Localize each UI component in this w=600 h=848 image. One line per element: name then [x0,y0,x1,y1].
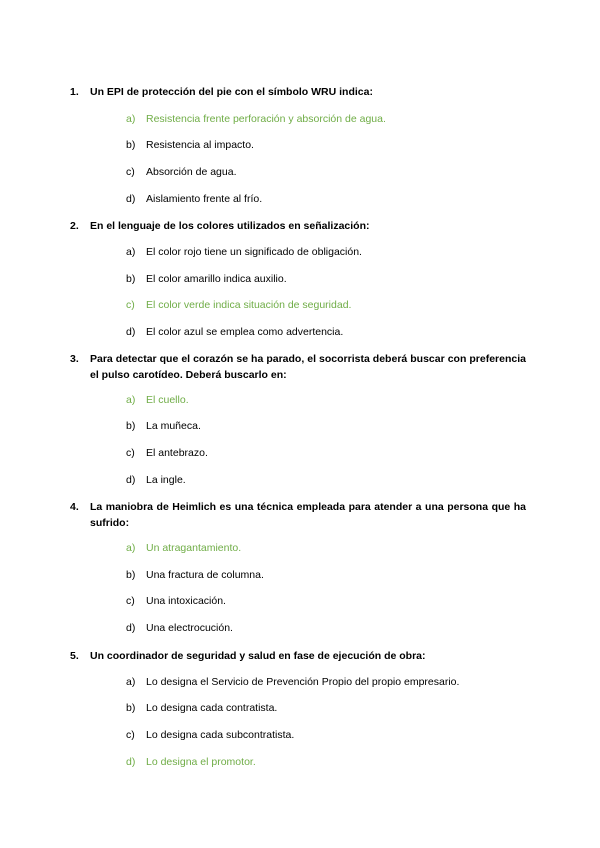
option-letter: d) [126,326,136,338]
option-1a [126,112,386,126]
option-4d [126,621,233,635]
option-text: Aislamiento frente al frío. [146,193,263,205]
option-text: Lo designa el Servicio de Prevención Propio del propio empresario. [146,676,460,688]
question-text: Un EPI de protección del pie con el símbolo WRU indica: [90,86,373,98]
option-text: Lo designa cada contratista. [146,702,278,714]
option-text: Absorción de agua. [146,166,237,178]
option-text: El color verde indica situación de seguridad. [146,299,352,311]
question-number: 5. [70,650,79,662]
option-letter: a) [126,113,136,125]
option-2d [126,325,343,339]
option-4b [126,568,264,582]
option-letter: a) [126,542,136,554]
option-5b [126,701,277,715]
option-text: El color azul se emplea como advertencia. [146,326,344,338]
question-3 [70,351,526,383]
question-1 [70,84,526,100]
option-text: Resistencia frente perforación y absorción de agua. [146,113,386,125]
question-5 [70,648,526,664]
option-3b [126,419,201,433]
option-text: El cuello. [146,394,189,406]
option-text: La muñeca. [146,420,201,432]
question-text: Un coordinador de seguridad y salud en fase de ejecución de obra: [90,650,426,662]
option-5a [126,675,459,689]
option-text: Lo designa el promotor. [146,756,256,768]
option-letter: a) [126,676,136,688]
option-letter: d) [126,756,136,768]
option-4a [126,541,241,555]
option-letter: b) [126,139,136,151]
option-text: Un atragantamiento. [146,542,242,554]
option-letter: b) [126,273,136,285]
option-letter: c) [126,447,135,459]
option-text: Lo designa cada subcontratista. [146,729,295,741]
option-text: Una intoxicación. [146,595,226,607]
option-letter: c) [126,299,135,311]
question-2 [70,218,526,234]
question-number: 1. [70,86,79,98]
option-3a [126,393,189,407]
question-number: 3. [70,353,79,365]
question-number: 2. [70,220,79,232]
option-letter: c) [126,166,135,178]
option-letter: b) [126,420,136,432]
option-2a [126,245,362,259]
question-text: La maniobra de Heimlich es una técnica empleada para atender a una persona que ha sufrido: [90,501,526,529]
option-1d [126,192,262,206]
option-letter: c) [126,729,135,741]
question-number: 4. [70,501,79,513]
option-letter: a) [126,246,136,258]
question-text: En el lenguaje de los colores utilizados en señalización: [90,220,370,232]
option-text: Resistencia al impacto. [146,139,254,151]
option-text: El color amarillo indica auxilio. [146,273,287,285]
option-letter: a) [126,394,136,406]
question-text: Para detectar que el corazón se ha parado, el socorrista deberá buscar con preferencia el pulso carotídeo. Deberá buscarlo en: [90,353,526,381]
option-2c [126,298,351,312]
question-4 [70,499,526,531]
option-letter: c) [126,595,135,607]
option-letter: d) [126,193,136,205]
option-2b [126,272,287,286]
option-1c [126,165,236,179]
option-letter: b) [126,702,136,714]
option-text: La ingle. [146,474,186,486]
option-letter: d) [126,474,136,486]
option-letter: d) [126,622,136,634]
option-3c [126,446,208,460]
option-text: El antebrazo. [146,447,208,459]
option-5d [126,755,256,769]
option-5c [126,728,294,742]
option-text: El color rojo tiene un significado de obligación. [146,246,362,258]
option-3d [126,473,186,487]
option-letter: b) [126,569,136,581]
option-4c [126,594,226,608]
option-1b [126,138,254,152]
option-text: Una fractura de columna. [146,569,264,581]
option-text: Una electrocución. [146,622,233,634]
